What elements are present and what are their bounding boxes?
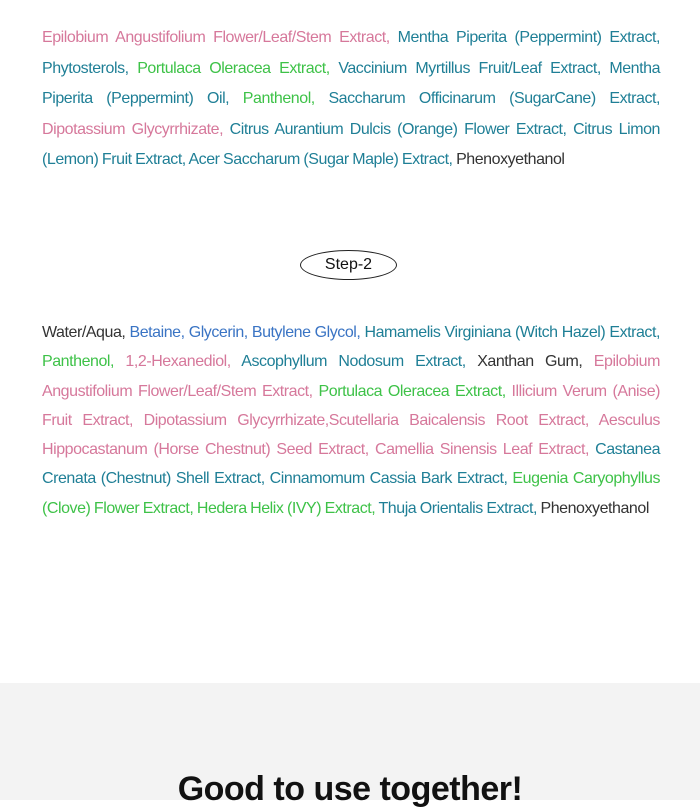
ingredient: Aesculus Hippocastanum (Horse Chestnut) Seed Extract, [42,411,660,459]
ingredient: Xanthan Gum, [477,353,583,371]
ingredient: Citrus Limon (Lemon) Fruit Extract, [42,120,661,168]
ingredient: Acer Saccharum (Sugar Maple) Extract, [188,151,453,168]
ingredient: Epilobium Angustifolium Flower/Leaf/Stem Extract, [42,353,660,400]
step2-label: Step-2 [324,256,373,273]
ingredient: Portulaca Oleracea Extract, [318,382,506,400]
ingredient: Camellia Sinensis Leaf Extract, [374,441,589,459]
ingredient: Phenoxyethanol [456,151,565,168]
ingredient: Phytosterols, [42,59,129,77]
ingredient: Eugenia Caryophyllus (Clove) Flower Extract, [42,470,661,517]
step2-ingredient-list [42,318,660,523]
ingredient: Castanea Crenata (Chestnut) Shell Extract, [42,441,661,488]
ingredient: Glycerin, [188,324,248,341]
ingredient: Portulaca Oleracea Extract, [137,59,330,77]
ingredient: Mentha Piperita (Peppermint) Oil, [42,59,661,107]
ingredient: Panthenol, [242,90,315,107]
ingredient: Mentha Piperita (Peppermint) Extract, [397,29,661,46]
step2-badge [300,250,397,280]
ingredient: Vaccinium Myrtillus Fruit/Leaf Extract, [338,59,601,77]
ingredient: Butylene Glycol, [251,324,361,341]
ingredient: Thuja Orientalis Extract, [378,499,537,517]
step1-ingredient-list [42,23,660,176]
ingredient: Betaine, [129,324,185,341]
ingredient: Cinnamomum Cassia Bark Extract, [269,470,508,488]
ingredient: 1,2-Hexanediol, [125,353,231,371]
ingredient: Panthenol, [42,353,115,371]
ingredient: Saccharum Officinarum (SugarCane) Extract, [328,90,661,107]
ingredient: Hamamelis Virginiana (Witch Hazel) Extract, [364,324,660,341]
ingredient: Phenoxyethanol [540,499,649,517]
ingredient: Citrus Aurantium Dulcis (Orange) Flower Extract, [229,120,567,138]
ingredient: Hedera Helix (IVY) Extract, [196,499,376,517]
ingredient: Dipotassium Glycyrrhizate,Scutellaria Baicalensis Root Extract, [143,411,589,429]
ingredient: Ascophyllum Nodosum Extract, [241,353,466,371]
ingredient: Illicium Verum (Anise) Fruit Extract, [42,382,661,429]
ingredient: Dipotassium Glycyrrhizate, [42,120,224,138]
good-to-use-together-heading: Good to use together! [177,770,523,808]
ingredient: Water/Aqua, [42,324,126,341]
ingredient: Epilobium Angustifolium Flower/Leaf/Stem Extract, [42,29,390,46]
